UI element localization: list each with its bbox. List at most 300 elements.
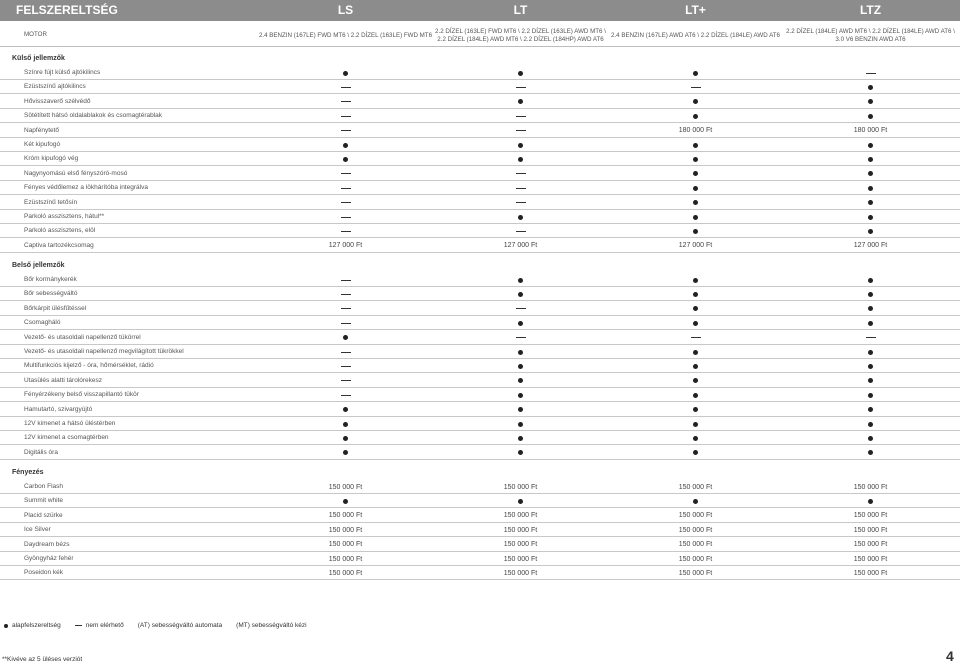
bullet-icon (693, 71, 698, 76)
table-row (0, 95, 960, 109)
feature-value-price: 150 000 Ft (503, 569, 538, 577)
feature-value-price: 150 000 Ft (853, 541, 888, 549)
feature-value-standard (608, 374, 783, 388)
bullet-icon (343, 143, 348, 148)
feature-value-price: 150 000 Ft (853, 555, 888, 563)
bullet-icon (868, 292, 873, 297)
feature-value-standard (608, 196, 783, 210)
table-row (0, 124, 960, 138)
feature-value-standard (783, 210, 958, 224)
feature-value-standard (433, 417, 608, 431)
bullet-icon (868, 499, 873, 504)
feature-value-standard (433, 95, 608, 109)
feature-name: Színre fújt külső ajtókilincs (24, 69, 101, 76)
bullet-icon (518, 364, 523, 369)
feature-value-standard (433, 359, 608, 373)
section-title: Fényezés (12, 469, 44, 476)
feature-value-standard (608, 302, 783, 316)
bullet-icon (693, 364, 698, 369)
table-row (0, 417, 960, 431)
feature-name: 12V kimenet a hátsó üléstérben (24, 420, 116, 427)
feature-value-unavailable (258, 95, 433, 109)
bullet-icon (693, 422, 698, 427)
legend-unavailable: nem elérhető (85, 622, 124, 629)
feature-value-standard (608, 109, 783, 123)
bullet-icon (343, 71, 348, 76)
dash-icon (516, 188, 526, 189)
feature-value-standard (608, 359, 783, 373)
feature-value-unavailable (258, 210, 433, 224)
feature-value-unavailable (433, 181, 608, 195)
feature-value-standard (608, 181, 783, 195)
feature-value-standard (258, 417, 433, 431)
feature-value-unavailable (433, 109, 608, 123)
feature-value-price: 150 000 Ft (678, 526, 713, 534)
feature-value-standard (608, 210, 783, 224)
legend-mt: (MT) sebességváltó kézi (236, 622, 307, 629)
bullet-icon (4, 624, 8, 628)
feature-value-standard (608, 66, 783, 80)
feature-value-standard (608, 388, 783, 402)
feature-value-standard (433, 403, 608, 417)
trim-header-ls: LS (337, 3, 354, 17)
bullet-icon (518, 143, 523, 148)
feature-value-standard (783, 316, 958, 330)
bullet-icon (518, 436, 523, 441)
table-row (0, 224, 960, 238)
feature-value-standard (608, 446, 783, 460)
bullet-icon (518, 499, 523, 504)
bullet-icon (693, 171, 698, 176)
table-row (0, 403, 960, 417)
feature-value-standard (433, 210, 608, 224)
bullet-icon (518, 99, 523, 104)
motor-label: MOTOR (24, 31, 47, 38)
dash-icon (341, 173, 351, 174)
feature-name: Poseidon kék (24, 569, 64, 577)
bullet-icon (693, 436, 698, 441)
feature-value-standard (608, 431, 783, 445)
feature-value-standard (783, 494, 958, 508)
feature-value-standard (783, 302, 958, 316)
feature-value-unavailable (783, 66, 958, 80)
feature-value-price: 150 000 Ft (328, 569, 363, 577)
feature-value-standard (608, 345, 783, 359)
feature-value-unavailable (258, 316, 433, 330)
table-row (0, 302, 960, 316)
feature-value-price: 150 000 Ft (853, 483, 888, 491)
feature-value-standard (433, 66, 608, 80)
bullet-icon (868, 422, 873, 427)
dash-icon (341, 101, 351, 102)
engine-ls: 2.4 BENZIN (167LE) FWD MT6 \ 2.2 DÍZEL (163LE) FWD MT6 (258, 32, 433, 39)
feature-name: Multifunkciós kijelző - óra, hőmérséklet, rádió (24, 362, 154, 370)
feature-value-unavailable (258, 196, 433, 210)
bullet-icon (518, 378, 523, 383)
dash-icon (341, 380, 351, 381)
bullet-icon (518, 292, 523, 297)
feature-value-standard (608, 224, 783, 238)
engine-lt: 2.2 DÍZEL (163LE) FWD MT6 \ 2.2 DÍZEL (163LE) AWD MT6 \ 2.2 DÍZEL (184LE) AWD MT6 \ 2.2 DÍZEL (184HP) AWD AT6 (435, 28, 606, 43)
legend-at: (AT) sebességváltó automata (137, 622, 223, 629)
feature-value-standard (783, 196, 958, 210)
feature-value-price: 150 000 Ft (678, 555, 713, 563)
table-row (0, 239, 960, 253)
dash-icon (341, 395, 351, 396)
feature-value-standard (783, 181, 958, 195)
bullet-icon (693, 143, 698, 148)
dash-icon (516, 337, 526, 338)
table-row (0, 167, 960, 181)
feature-value-standard (608, 273, 783, 287)
feature-name: Bőr sebességváltó (24, 290, 78, 298)
feature-value-unavailable (258, 273, 433, 287)
feature-value-standard (783, 95, 958, 109)
bullet-icon (693, 114, 698, 119)
dash-icon (341, 294, 351, 295)
feature-value-standard (433, 494, 608, 508)
feature-value-standard (258, 446, 433, 460)
bullet-icon (518, 278, 523, 283)
feature-value-standard (608, 95, 783, 109)
bullet-icon (343, 407, 348, 412)
feature-name: Hővisszaverő szélvédő (24, 97, 91, 105)
feature-name: Ezüstszínű ajtókilincs (24, 83, 86, 91)
table-row (0, 66, 960, 80)
feature-value-unavailable (433, 167, 608, 181)
bullet-icon (693, 229, 698, 234)
feature-value-standard (783, 224, 958, 238)
feature-value-unavailable (433, 224, 608, 238)
dash-icon (341, 366, 351, 367)
table-row (0, 273, 960, 287)
bullet-icon (868, 200, 873, 205)
dash-icon (516, 308, 526, 309)
feature-value-standard (783, 152, 958, 166)
feature-value-price: 150 000 Ft (853, 569, 888, 577)
feature-name: 12V kimenet a csomagtérben (24, 434, 109, 442)
table-row (0, 538, 960, 552)
bullet-icon (868, 306, 873, 311)
dash-icon (341, 87, 351, 88)
table-row (0, 316, 960, 330)
dash-icon (516, 231, 526, 232)
feature-name: Utasülés alatti tárolórekesz (24, 376, 103, 384)
bullet-icon (518, 321, 523, 326)
feature-value-unavailable (258, 124, 433, 138)
dash-icon (866, 337, 876, 338)
dash-icon (516, 87, 526, 88)
feature-value-price: 150 000 Ft (503, 555, 538, 563)
feature-value-standard (783, 167, 958, 181)
bullet-icon (693, 215, 698, 220)
feature-value-standard (783, 388, 958, 402)
table-row (0, 552, 960, 566)
table-row (0, 345, 960, 359)
trim-header-ltz: LTZ (859, 3, 882, 17)
feature-value-standard (783, 403, 958, 417)
feature-value-price: 127 000 Ft (678, 242, 713, 250)
feature-value-standard (608, 287, 783, 301)
feature-name: Sötétített hátsó oldalablakok és csomagtérablak (24, 112, 163, 120)
feature-name: Parkoló asszisztens, elöl (24, 227, 96, 235)
feature-name: Króm kipufogó vég (24, 155, 79, 163)
feature-value-standard (433, 287, 608, 301)
bullet-icon (693, 393, 698, 398)
table-row (0, 210, 960, 224)
feature-value-standard (258, 431, 433, 445)
feature-name: Hamutartó, szivargyújtó (24, 405, 93, 413)
feature-value-standard (258, 403, 433, 417)
feature-value-unavailable (783, 331, 958, 345)
feature-name: Carbon Flash (24, 483, 64, 490)
dash-icon (866, 73, 876, 74)
feature-value-price: 150 000 Ft (853, 526, 888, 534)
feature-value-price: 150 000 Ft (678, 483, 713, 491)
dash-icon (341, 280, 351, 281)
table-row (0, 109, 960, 123)
feature-name: Placid szürke (24, 511, 63, 519)
bullet-icon (518, 350, 523, 355)
bullet-icon (868, 350, 873, 355)
feature-name: Vezető- és utasoldali napellenző megvilágított tükrökkel (24, 348, 184, 355)
engine-ltz: 2.2 DÍZEL (184LE) AWD MT6 \ 2.2 DÍZEL (184LE) AWD AT6 \ 3.0 V6 BENZIN AWD AT6 (786, 28, 955, 43)
table-row (0, 331, 960, 345)
dash-icon (691, 337, 701, 338)
dash-icon (516, 130, 526, 131)
feature-value-price: 150 000 Ft (678, 569, 713, 577)
bullet-icon (518, 71, 523, 76)
feature-value-standard (433, 273, 608, 287)
feature-value-price: 127 000 Ft (328, 242, 363, 250)
feature-value-standard (433, 446, 608, 460)
feature-name: Ice Silver (24, 526, 51, 534)
feature-value-standard (783, 345, 958, 359)
bullet-icon (693, 306, 698, 311)
feature-value-standard (608, 403, 783, 417)
bullet-icon (868, 407, 873, 412)
bullet-icon (868, 186, 873, 191)
table-row (0, 523, 960, 537)
footnote: **Kivéve az 5 üléses verziót (2, 656, 83, 663)
dash-icon (516, 202, 526, 203)
bullet-icon (693, 450, 698, 455)
feature-name: Parkoló asszisztens, hátul** (24, 213, 105, 220)
dash-icon (341, 188, 351, 189)
legend-standard: alapfelszereltség (12, 622, 61, 629)
feature-value-price: 180 000 Ft (853, 127, 888, 135)
feature-value-price: 180 000 Ft (678, 127, 713, 135)
table-title: FELSZERELTSÉG (16, 3, 118, 17)
feature-value-price: 150 000 Ft (328, 526, 363, 534)
table-row (0, 509, 960, 523)
feature-name: Bőrkárpit ülésfűtéssel (24, 304, 87, 312)
feature-value-unavailable (258, 388, 433, 402)
dash-icon (341, 130, 351, 131)
dash-icon (341, 231, 351, 232)
feature-value-price: 150 000 Ft (853, 512, 888, 520)
feature-value-standard (783, 446, 958, 460)
bullet-icon (868, 436, 873, 441)
feature-value-standard (783, 374, 958, 388)
feature-value-price: 150 000 Ft (503, 526, 538, 534)
feature-value-standard (433, 138, 608, 152)
feature-name: Captiva tartozékcsomag (24, 241, 94, 249)
dash-icon (341, 217, 351, 218)
feature-value-standard (783, 417, 958, 431)
dash-icon (516, 116, 526, 117)
bullet-icon (693, 278, 698, 283)
bullet-icon (868, 114, 873, 119)
bullet-icon (343, 157, 348, 162)
table-row (0, 287, 960, 301)
bullet-icon (868, 364, 873, 369)
bullet-icon (518, 215, 523, 220)
table-row (0, 181, 960, 195)
feature-value-standard (258, 494, 433, 508)
bullet-icon (343, 499, 348, 504)
feature-value-standard (433, 152, 608, 166)
dash-icon (75, 625, 82, 626)
feature-name: Nagynyomású első fényszóró-mosó (24, 169, 128, 177)
bullet-icon (868, 157, 873, 162)
table-row (0, 446, 960, 460)
feature-value-standard (608, 316, 783, 330)
feature-value-standard (608, 417, 783, 431)
bullet-icon (693, 157, 698, 162)
feature-value-unavailable (433, 124, 608, 138)
section-title: Belső jellemzők (12, 262, 65, 269)
table-row (0, 480, 960, 494)
dash-icon (341, 352, 351, 353)
feature-value-unavailable (608, 331, 783, 345)
feature-value-standard (433, 431, 608, 445)
feature-value-price: 127 000 Ft (853, 242, 888, 250)
feature-value-unavailable (258, 302, 433, 316)
table-row (0, 388, 960, 402)
bullet-icon (518, 393, 523, 398)
feature-name: Gyöngyház fehér (24, 555, 74, 562)
feature-value-standard (433, 388, 608, 402)
dash-icon (341, 323, 351, 324)
feature-value-standard (433, 345, 608, 359)
bullet-icon (868, 85, 873, 90)
dash-icon (341, 308, 351, 309)
section-title: Külső jellemzők (12, 55, 65, 62)
table-row (0, 80, 960, 94)
feature-value-price: 150 000 Ft (503, 541, 538, 549)
feature-value-unavailable (433, 302, 608, 316)
feature-value-price: 150 000 Ft (503, 483, 538, 491)
feature-value-standard (783, 431, 958, 445)
bullet-icon (518, 407, 523, 412)
feature-value-standard (258, 152, 433, 166)
table-row (0, 566, 960, 580)
feature-value-unavailable (258, 345, 433, 359)
dash-icon (341, 202, 351, 203)
feature-value-unavailable (433, 80, 608, 94)
feature-value-standard (608, 494, 783, 508)
bullet-icon (518, 157, 523, 162)
feature-name: Summit white (24, 497, 64, 505)
feature-value-standard (608, 152, 783, 166)
feature-value-unavailable (258, 287, 433, 301)
bullet-icon (693, 407, 698, 412)
feature-value-standard (258, 66, 433, 80)
bullet-icon (868, 99, 873, 104)
bullet-icon (693, 200, 698, 205)
trim-header-lt: LT (513, 3, 528, 17)
table-row (0, 359, 960, 373)
feature-name: Ezüstszínű tetősín (24, 198, 78, 206)
bullet-icon (693, 99, 698, 104)
feature-value-unavailable (258, 374, 433, 388)
bullet-icon (868, 143, 873, 148)
feature-value-price: 150 000 Ft (503, 512, 538, 520)
feature-name: Daydream bézs (24, 540, 70, 548)
feature-name: Digitális óra (24, 448, 58, 456)
feature-value-standard (433, 374, 608, 388)
feature-value-price: 150 000 Ft (328, 541, 363, 549)
feature-value-unavailable (258, 181, 433, 195)
bullet-icon (693, 499, 698, 504)
table-row (0, 196, 960, 210)
table-row (0, 138, 960, 152)
feature-value-standard (783, 80, 958, 94)
feature-value-price: 150 000 Ft (678, 541, 713, 549)
feature-name: Fényérzékeny belső visszapillantó tükör (24, 391, 139, 399)
feature-value-unavailable (258, 109, 433, 123)
feature-value-standard (608, 167, 783, 181)
bullet-icon (693, 292, 698, 297)
feature-value-standard (783, 273, 958, 287)
feature-value-unavailable (608, 80, 783, 94)
feature-value-standard (783, 287, 958, 301)
bullet-icon (343, 422, 348, 427)
feature-name: Vezető- és utasoldali napellenző tükörrel (24, 333, 141, 341)
feature-value-standard (258, 331, 433, 345)
bullet-icon (518, 450, 523, 455)
bullet-icon (343, 335, 348, 340)
feature-value-price: 150 000 Ft (678, 512, 713, 520)
feature-value-unavailable (433, 331, 608, 345)
feature-value-unavailable (433, 196, 608, 210)
feature-value-standard (783, 359, 958, 373)
bullet-icon (868, 215, 873, 220)
table-row (0, 431, 960, 445)
table-row (0, 152, 960, 166)
motor-row (0, 21, 960, 47)
feature-value-unavailable (258, 359, 433, 373)
feature-name: Napfénytető (24, 126, 60, 134)
dash-icon (691, 87, 701, 88)
feature-name: Fényes védőlemez a lökhárítóba integrálva (24, 184, 148, 192)
feature-value-standard (258, 138, 433, 152)
feature-value-standard (783, 138, 958, 152)
feature-value-price: 150 000 Ft (328, 512, 363, 520)
trim-header-lt-plus: LT+ (685, 3, 706, 17)
feature-value-standard (783, 109, 958, 123)
feature-value-price: 150 000 Ft (328, 555, 363, 563)
feature-name: Bőr kormánykerék (24, 276, 77, 283)
bullet-icon (868, 393, 873, 398)
bullet-icon (343, 436, 348, 441)
bullet-icon (868, 321, 873, 326)
bullet-icon (343, 450, 348, 455)
feature-value-price: 127 000 Ft (503, 242, 538, 250)
bullet-icon (868, 278, 873, 283)
page-number: 4 (946, 648, 954, 664)
